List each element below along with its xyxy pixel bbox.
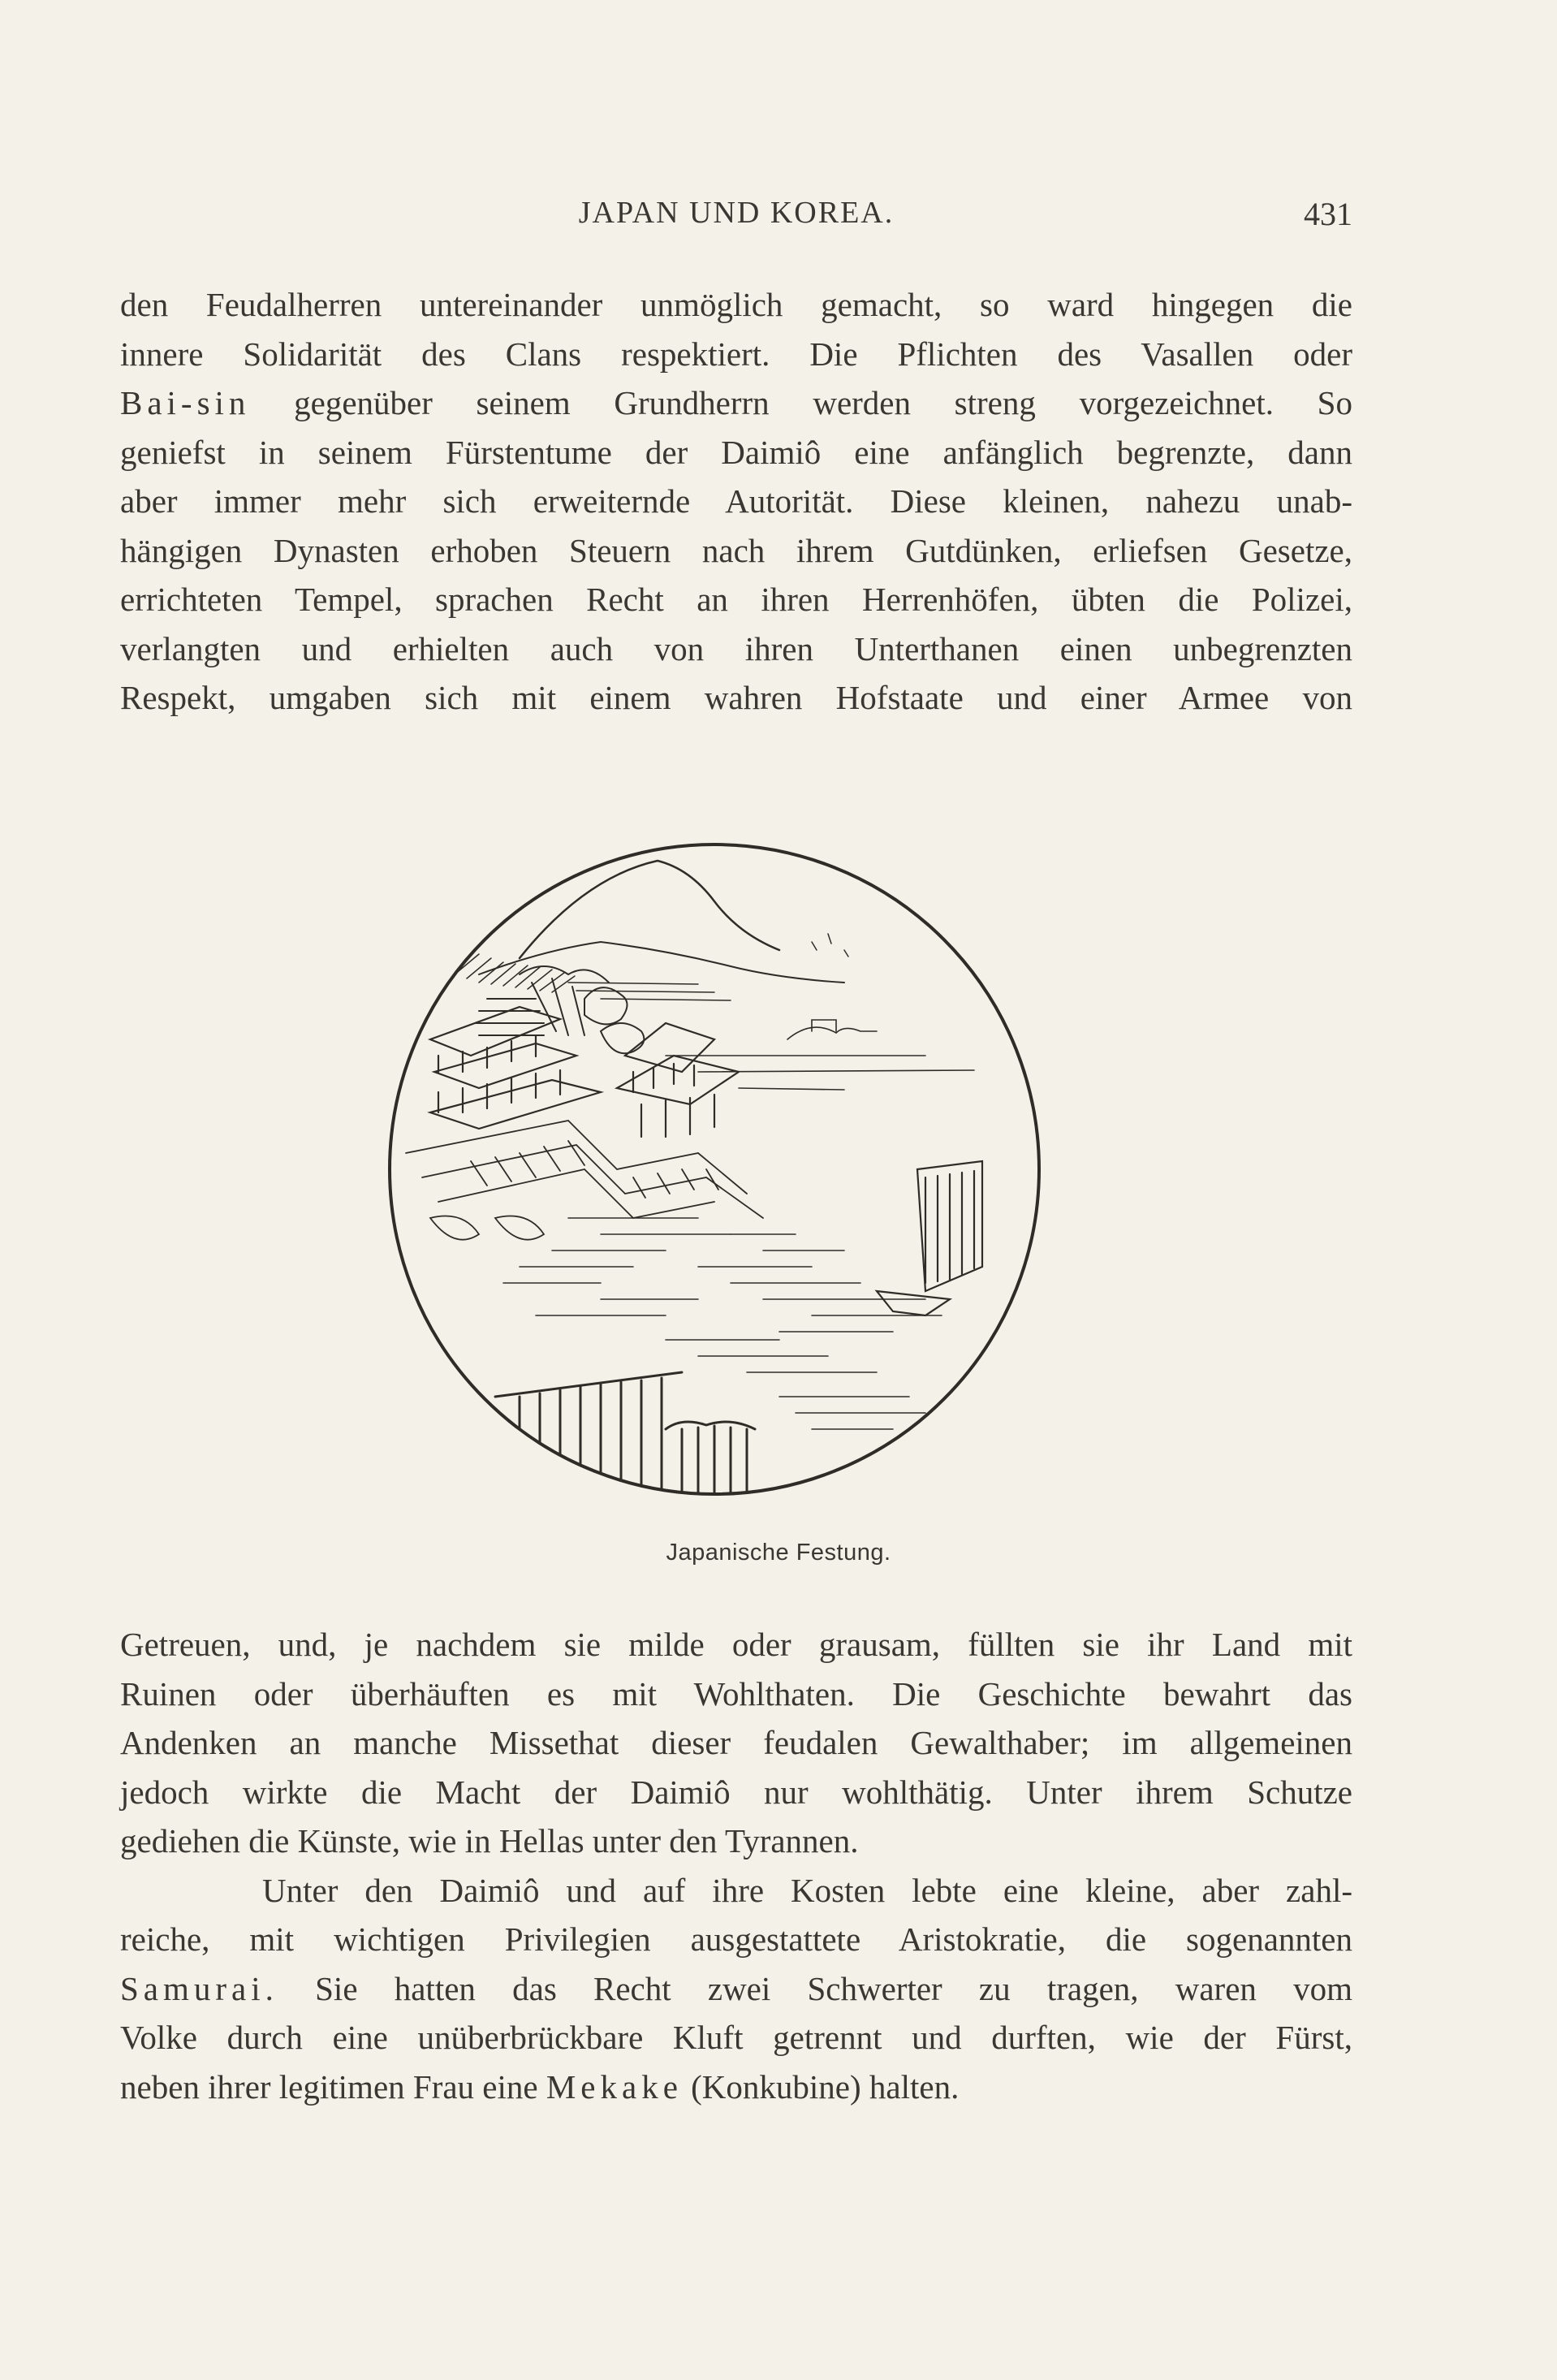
text-line: den Feudalherren untereinander unmöglich gemacht, so ward hingegen die [120,286,1352,323]
page-number: 431 [1304,196,1352,232]
text-line: gediehen die Künste, wie in Hellas unter den Tyrannen. [120,1822,859,1860]
emphasized-term: Samurai. [120,1969,278,2007]
text-line: Unter den Daimiô und auf ihre Kosten lebte eine kleine, aber zahl- [262,1871,1352,1909]
fortress-illustration [357,812,1072,1527]
text-line: geniefst in seinem Fürstentume der Daimiô eine anfänglich begrenzte, dann [120,433,1352,471]
bottom-paragraphs [120,1620,1352,2111]
text-line: neben ihrer legitimen Frau eine Mekake (Konkubine) halten. [120,2067,960,2106]
emphasized-term: Bai-sin [120,384,251,421]
text-line: hängigen Dynasten erhoben Steuern nach ihrem Gutdünken, erliefsen Gesetze, [120,531,1352,569]
running-head [120,195,1352,244]
text-line: Bai-sin gegenüber seinem Grundherrn werden streng vorgezeichnet. So [120,384,1352,421]
text-line: errichteten Tempel, sprachen Recht an ihren Herrenhöfen, übten die Polizei, [120,581,1352,618]
text-line: Volke durch eine unüberbrückbare Kluft getrennt und durften, wie der Fürst, [120,2019,1352,2056]
running-head-title: JAPAN UND KOREA. [578,196,895,230]
text-line: reiche, mit wichtigen Privilegien ausgestattete Aristokratie, die sogenannten [120,1920,1352,1958]
top-paragraph [120,280,1352,723]
figure-caption: Japanische Festung. [666,1540,891,1566]
emphasized-term: Mekake [546,2067,683,2106]
japanese-fortress-engraving [357,812,1072,1527]
text-line: aber immer mehr sich erweiternde Autorität. Diese kleinen, nahezu unab- [120,482,1352,520]
text-line: innere Solidarität des Clans respektiert. Die Pflichten des Vasallen oder [120,335,1352,373]
text-line: jedoch wirkte die Macht der Daimiô nur wohlthätig. Unter ihrem Schutze [120,1773,1352,1811]
text-line: Andenken an manche Missethat dieser feudalen Gewalthaber; im allgemeinen [120,1724,1352,1761]
text-line: Respekt, umgaben sich mit einem wahren Hofstaate und einer Armee von [120,679,1352,716]
text-line: Samurai. Sie hatten das Recht zwei Schwerter zu tragen, waren vom [120,1969,1353,2007]
text-line: Getreuen, und, je nachdem sie milde oder grausam, füllten sie ihr Land mit [120,1626,1352,1663]
text-line: verlangten und erhielten auch von ihren Unterthanen einen unbegrenzten [120,629,1352,667]
text-line: Ruinen oder überhäuften es mit Wohlthaten. Die Geschichte bewahrt das [120,1674,1352,1713]
